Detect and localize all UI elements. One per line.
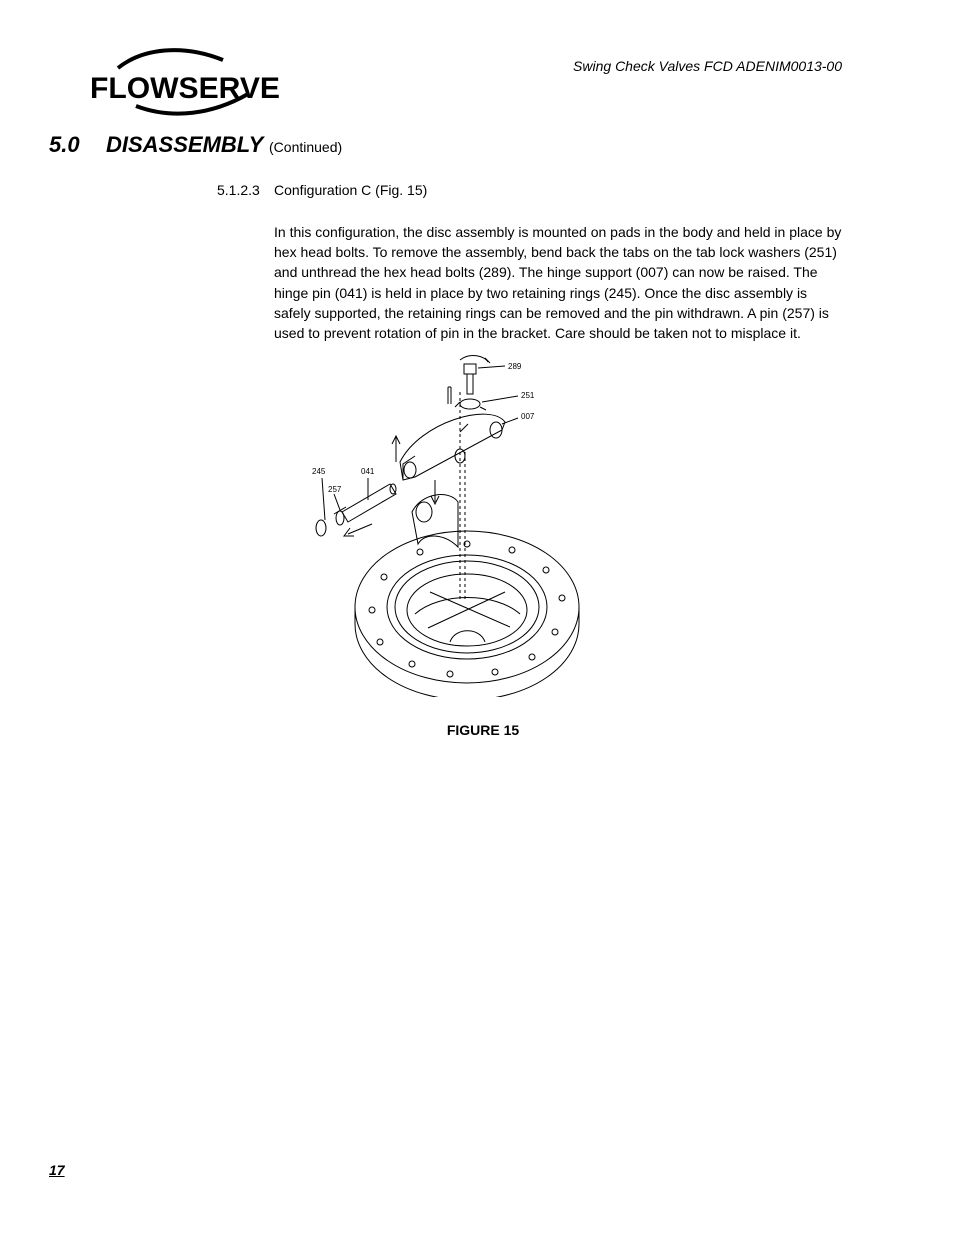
callout-007: 007: [521, 412, 535, 421]
figure-caption: FIGURE 15: [446, 722, 520, 738]
section-number: 5.0: [49, 132, 80, 157]
disc: [412, 495, 458, 547]
body-paragraph: In this configuration, the disc assembly is mounted on pads in the body and held in place by hex head bolts. To remove the assembly, bend back the tabs on the tab lock washers (251) and unthread the hex head bolts (289). The hinge support (007) can now be raised. The hinge pin (041) is held in place by two retaining rings (245). Once the disc assembly is safely supported, the retaining rings can be removed and the pin withdrawn. A pin (257) is used to prevent rotation of pin in the bracket. Care should be taken not to misplace it.: [274, 224, 842, 342]
pin: [448, 387, 451, 404]
retaining-ring-245: [316, 520, 326, 536]
callout-257: 257: [328, 485, 342, 494]
up-arrow: [392, 436, 400, 462]
logo-wordmark: FLOWSERVE: [90, 72, 280, 105]
section-continued: (Continued): [269, 139, 343, 155]
callout-289: 289: [508, 362, 522, 371]
page-number: 17: [49, 1162, 65, 1178]
section-title: DISASSEMBLY: [106, 132, 263, 157]
figure-15-diagram: [300, 352, 590, 702]
subsection-number: 5.1.2.3: [217, 182, 260, 198]
hinge-pin-041: [342, 484, 396, 522]
callout-245: 245: [312, 467, 326, 476]
logo-graphic: [88, 46, 283, 116]
callout-251: 251: [521, 391, 535, 400]
down-arrow: [431, 480, 439, 504]
hex-bolt-289: [460, 356, 490, 394]
document-title: Swing Check Valves FCD ADENIM0013-00: [573, 58, 842, 74]
section-heading: [49, 132, 342, 158]
valve-body: [355, 531, 579, 697]
subsection-title: Configuration C (Fig. 15): [274, 182, 428, 198]
withdraw-arrow: [344, 524, 372, 536]
callout-041: 041: [361, 467, 375, 476]
subsection-heading: [217, 182, 427, 198]
hinge-support-007: [400, 414, 505, 480]
flowserve-logo: [88, 46, 283, 121]
retaining-ring: [490, 422, 502, 438]
